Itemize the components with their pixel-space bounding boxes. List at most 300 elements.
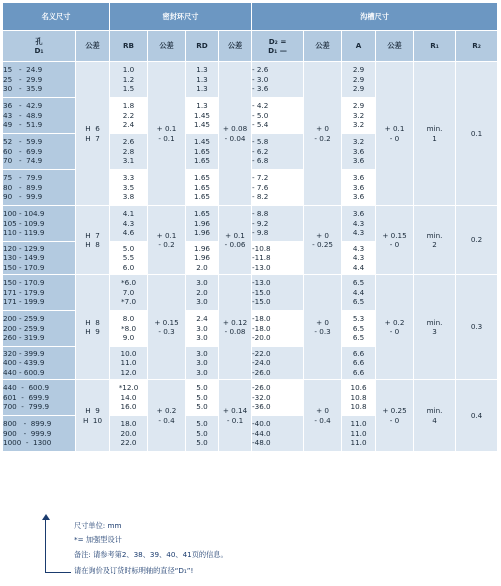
- rd-cell: [186, 98, 219, 134]
- d2-cell: [252, 242, 304, 275]
- r2-cell: 0.1: [456, 62, 498, 206]
- rd-cell: [186, 206, 219, 242]
- subheader-r2: R₂: [456, 31, 498, 62]
- rd-cell-line: 1.65: [194, 173, 211, 183]
- a-cell-line: 4.3: [352, 243, 365, 253]
- a-cell: [342, 311, 376, 347]
- table-row: [3, 62, 498, 98]
- a-tol-cell-line: + 0.1: [384, 124, 405, 133]
- rd-cell: [186, 170, 219, 206]
- d2-cell: [252, 134, 304, 170]
- d2-cell: [252, 275, 304, 311]
- rb-cell-line: 2.8: [122, 146, 135, 156]
- d2-cell-line: - 5.8: [252, 137, 269, 147]
- d2-cell-line: -10.8: [252, 243, 271, 253]
- note-remark: 备注: 请参考第2、38、39、40、41页的信息。: [74, 550, 228, 559]
- rb-cell: [110, 311, 148, 347]
- d2-tol-cell-line: + 0: [316, 124, 329, 133]
- a-cell: [342, 242, 376, 275]
- rd-tol-cell-line: + 0.12: [222, 317, 248, 327]
- d2-cell-line: -18.0: [252, 314, 271, 324]
- d2-cell-line: -11.8: [252, 253, 271, 263]
- rd-cell: [186, 416, 219, 452]
- a-cell-line: 5.3: [352, 314, 365, 324]
- r1-cell-line: 4: [432, 415, 437, 425]
- d2-cell: [252, 380, 304, 416]
- d2-cell-line: - 9.2: [252, 218, 269, 228]
- hole-range-cell-line: 100 - 104.9: [3, 209, 45, 219]
- hole-tol-cell-line: H 7: [85, 133, 100, 143]
- rd-cell-line: 1.65: [194, 156, 211, 166]
- d2-cell: [252, 62, 304, 98]
- d2-cell-line: -32.0: [252, 392, 271, 402]
- rd-cell-line: 5.0: [196, 392, 208, 402]
- rb-cell-line: 8.0: [122, 314, 135, 324]
- hole-tol-cell: [76, 206, 110, 275]
- a-cell-line: 3.6: [352, 209, 365, 219]
- hole-range-cell-line: 171 - 199.9: [3, 297, 45, 307]
- d2-cell: [252, 347, 304, 380]
- a-cell-line: 2.9: [352, 84, 365, 94]
- note-bracket-foot: [45, 572, 71, 573]
- a-cell-line: 4.3: [352, 228, 365, 238]
- a-cell: [342, 206, 376, 242]
- subheader-hole-tol: 公差: [76, 31, 110, 62]
- rb-cell: [110, 275, 148, 311]
- a-cell-line: 10.8: [350, 392, 367, 402]
- rd-cell-line: 1.65: [194, 182, 211, 192]
- subheader-hole: [3, 31, 76, 62]
- d2-cell-line: -48.0: [252, 438, 271, 448]
- d2-cell-line: - 4.2: [252, 101, 269, 111]
- rb-cell: [110, 347, 148, 380]
- rd-tol-cell-line: - 0.04: [224, 133, 246, 143]
- hole-tol-cell: [76, 275, 110, 380]
- hole-tol-cell-line: H 8: [85, 240, 100, 249]
- rb-cell-line: 11.0: [120, 358, 137, 368]
- rd-cell-line: 3.0: [196, 278, 208, 288]
- rb-cell: [110, 380, 148, 416]
- hole-range-cell-line: 70 - 74.9: [3, 156, 43, 166]
- rd-cell-line: 3.0: [196, 333, 208, 343]
- hole-range-cell: [3, 416, 76, 452]
- r1-cell-line: 1: [432, 133, 437, 143]
- a-tol-cell-line: - 0: [389, 240, 400, 249]
- rb-cell: [110, 206, 148, 242]
- d2-cell-line: - 5.0: [252, 110, 269, 120]
- a-tol-cell-line: - 0: [389, 133, 400, 143]
- rd-cell: [186, 275, 219, 311]
- rd-cell: [186, 380, 219, 416]
- rd-cell-line: 3.0: [196, 323, 208, 333]
- rb-cell: [110, 98, 148, 134]
- hole-range-cell-line: 15 - 24.9: [3, 65, 43, 75]
- a-cell: [342, 134, 376, 170]
- rb-cell-line: 4.1: [122, 209, 135, 219]
- a-tol-cell: [376, 206, 414, 275]
- a-tol-cell-line: + 0.25: [382, 406, 407, 415]
- d2-tol-cell-line: + 0: [316, 317, 329, 327]
- rd-cell-line: 1.3: [196, 65, 208, 75]
- rd-cell-line: 5.0: [196, 402, 208, 412]
- note-bracket-line: [45, 518, 46, 573]
- rd-cell-line: 2.4: [196, 314, 208, 324]
- rd-cell-line: 1.96: [194, 243, 211, 253]
- a-cell-line: 4.3: [352, 218, 365, 228]
- a-cell-line: 4.4: [352, 262, 365, 272]
- rb-cell-line: 9.0: [122, 333, 135, 343]
- hole-range-cell-line: 800 - 899.9: [3, 419, 52, 429]
- r1-cell: [414, 206, 456, 275]
- hole-range-cell-line: 440 - 600.9: [3, 367, 45, 377]
- rb-tol-cell: [148, 62, 186, 206]
- rd-cell: [186, 347, 219, 380]
- a-cell: [342, 347, 376, 380]
- hole-tol-cell-line: H 6: [85, 124, 100, 133]
- a-cell-line: 6.6: [352, 348, 365, 358]
- rd-cell: [186, 134, 219, 170]
- hole-range-cell: [3, 275, 76, 311]
- a-cell: [342, 98, 376, 134]
- rd-cell-line: 1.65: [194, 192, 211, 202]
- rb-cell-line: 3.3: [122, 173, 135, 183]
- rb-cell-line: 2.2: [122, 110, 135, 120]
- rd-cell-line: 1.65: [194, 146, 211, 156]
- a-cell-line: 2.9: [352, 74, 365, 84]
- a-tol-cell-line: - 0: [389, 415, 400, 425]
- rb-cell-line: 2.4: [122, 120, 135, 130]
- subheader-rd-tol: 公差: [219, 31, 252, 62]
- d2-cell-line: -36.0: [252, 402, 271, 412]
- hole-range-cell-line: 440 - 600.9: [3, 383, 50, 393]
- d2-cell: [252, 206, 304, 242]
- subheader-a-tol: 公差: [376, 31, 414, 62]
- table-row: [3, 380, 498, 416]
- rb-cell-line: 1.2: [122, 74, 135, 84]
- d2-cell-line: -15.0: [252, 297, 271, 307]
- r1-cell-line: min.: [426, 406, 443, 415]
- d2-cell-line: -20.0: [252, 333, 271, 343]
- rd-cell: [186, 311, 219, 347]
- rb-cell-line: 12.0: [120, 367, 137, 377]
- rd-tol-cell-line: - 0.06: [224, 240, 246, 249]
- a-cell-line: 6.5: [352, 278, 365, 288]
- rb-tol-cell-line: + 0.15: [154, 317, 179, 327]
- d2-cell-line: - 5.4: [252, 120, 269, 130]
- a-cell-line: 3.6: [352, 192, 365, 202]
- r1-cell: [414, 62, 456, 206]
- rb-cell-line: 3.8: [122, 192, 135, 202]
- rb-cell-line: 1.8: [122, 101, 135, 111]
- hole-range-cell-line: 400 - 439.9: [3, 358, 45, 368]
- r1-cell-line: 2: [432, 240, 437, 249]
- hole-range-cell-line: 700 - 799.9: [3, 402, 50, 412]
- hole-range-cell-line: 49 - 51.9: [3, 120, 43, 130]
- d2-cell-line: - 7.6: [252, 182, 269, 192]
- rd-cell-line: 5.0: [196, 428, 208, 438]
- hole-range-cell-line: 75 - 79.9: [3, 173, 43, 183]
- rb-cell: [110, 134, 148, 170]
- rb-cell-line: *12.0: [118, 383, 139, 393]
- a-tol-cell-line: + 0.2: [384, 317, 405, 327]
- d2-cell-line: -13.0: [252, 278, 271, 288]
- table-row: [3, 206, 498, 242]
- rb-tol-cell-line: - 0.4: [158, 415, 175, 425]
- hole-tol-cell: [76, 62, 110, 206]
- d2-cell-line: -40.0: [252, 419, 271, 429]
- rb-cell-line: 14.0: [120, 392, 137, 402]
- rb-cell-line: 16.0: [120, 402, 137, 412]
- rd-tol-cell-line: + 0.08: [222, 124, 248, 133]
- a-cell-line: 4.4: [352, 287, 365, 297]
- hole-tol-cell: [76, 380, 110, 452]
- hole-range-cell-line: 120 - 129.9: [3, 243, 45, 253]
- r1-cell: [414, 275, 456, 380]
- hole-range-cell-line: 150 - 170.9: [3, 278, 45, 288]
- r1-cell-line: min.: [426, 317, 443, 327]
- rd-cell-line: 1.45: [194, 110, 211, 120]
- hole-tol-cell-line: H 7: [85, 230, 100, 240]
- rb-cell-line: *6.0: [121, 278, 137, 288]
- rd-cell-line: 3.0: [196, 297, 208, 307]
- d2-tol-cell-line: + 0: [316, 230, 329, 240]
- a-cell-line: 11.0: [350, 419, 367, 429]
- rb-cell-line: *7.0: [121, 297, 137, 307]
- note-reinforced: *= 加强型设计: [74, 535, 122, 544]
- rb-tol-cell-line: - 0.1: [158, 133, 175, 143]
- hole-tol-cell-line: H 10: [82, 415, 103, 425]
- rb-cell-line: 5.5: [122, 253, 135, 263]
- rb-tol-cell-line: + 0.1: [156, 230, 177, 240]
- a-cell-line: 3.6: [352, 146, 365, 156]
- d2-cell: [252, 98, 304, 134]
- d2-cell-line: - 8.2: [252, 192, 269, 202]
- a-cell-line: 4.3: [352, 253, 365, 263]
- d2-cell: [252, 416, 304, 452]
- d2-tol-cell-line: - 0.3: [314, 327, 331, 336]
- rd-cell-line: 3.0: [196, 348, 208, 358]
- rb-tol-cell: [148, 275, 186, 380]
- rb-tol-cell-line: - 0.2: [158, 240, 175, 249]
- r1-cell-line: min.: [426, 124, 443, 133]
- rd-cell-line: 1.65: [194, 209, 211, 219]
- hole-range-cell-line: 90 - 99.9: [3, 192, 43, 202]
- hole-range-cell: [3, 380, 76, 416]
- rb-cell-line: 5.0: [122, 243, 135, 253]
- rb-cell-line: 6.0: [122, 262, 135, 272]
- d2-cell-line: - 2.6: [252, 65, 269, 75]
- hole-range-cell-line: 150 - 170.9: [3, 262, 45, 272]
- d2-cell-line: -22.0: [252, 348, 271, 358]
- rb-cell-line: 3.5: [122, 182, 135, 192]
- hole-range-cell-line: 105 - 109.9: [3, 218, 45, 228]
- subheader-rd: RD: [186, 31, 219, 62]
- header-nominal: 名义尺寸: [3, 3, 110, 31]
- rb-cell-line: 20.0: [120, 428, 137, 438]
- r1-cell-line: 3: [432, 327, 437, 336]
- header-row-1: [3, 3, 498, 31]
- hole-range-cell-line: 320 - 399.9: [3, 348, 45, 358]
- d2-cell-line: - 8.8: [252, 209, 269, 219]
- r2-cell: 0.2: [456, 206, 498, 275]
- note-order: 请在询价及订货时标明轴的直径“D₁”!: [74, 566, 194, 575]
- subheader-d2-line1: D₂ =: [268, 36, 287, 46]
- d2-tol-cell-line: - 0.2: [314, 133, 331, 143]
- hole-range-cell-line: 60 - 69.9: [3, 146, 43, 156]
- d2-cell-line: - 9.8: [252, 228, 269, 238]
- d2-cell-line: - 7.2: [252, 173, 269, 183]
- rd-tol-cell: [219, 275, 252, 380]
- a-tol-cell: [376, 275, 414, 380]
- rb-tol-cell: [148, 380, 186, 452]
- d2-tol-cell-line: - 0.4: [314, 415, 331, 425]
- a-tol-cell: [376, 62, 414, 206]
- d2-cell-line: - 3.6: [252, 84, 269, 94]
- a-cell: [342, 62, 376, 98]
- a-cell-line: 3.6: [352, 182, 365, 192]
- hole-range-cell: [3, 242, 76, 275]
- d2-cell-line: - 6.2: [252, 146, 269, 156]
- hole-range-cell: [3, 98, 76, 134]
- r1-cell: [414, 380, 456, 452]
- rd-cell-line: 2.0: [196, 287, 208, 297]
- rb-cell-line: 1.5: [122, 84, 135, 94]
- hole-tol-cell-line: H 9: [85, 327, 100, 336]
- rd-tol-cell: [219, 206, 252, 275]
- a-cell-line: 2.9: [352, 65, 365, 75]
- hole-range-cell-line: 36 - 42.9: [3, 101, 43, 111]
- d2-cell-line: -13.0: [252, 262, 271, 272]
- a-cell-line: 6.6: [352, 367, 365, 377]
- subheader-d2-line2: D₁ —: [268, 46, 287, 55]
- d2-tol-cell: [304, 275, 342, 380]
- a-cell: [342, 170, 376, 206]
- rd-cell-line: 1.3: [196, 84, 208, 94]
- a-cell-line: 6.6: [352, 358, 365, 368]
- hole-range-cell: [3, 206, 76, 242]
- r2-cell: 0.3: [456, 275, 498, 380]
- rb-cell-line: 18.0: [120, 419, 137, 429]
- note-unit: 尺寸单位: mm: [74, 521, 122, 530]
- hole-range-cell: [3, 311, 76, 347]
- hole-range-cell-line: 80 - 89.9: [3, 182, 43, 192]
- rd-cell-line: 5.0: [196, 438, 208, 448]
- a-cell-line: 3.6: [352, 173, 365, 183]
- a-cell-line: 3.2: [352, 120, 365, 130]
- hole-range-cell-line: 200 - 259.9: [3, 323, 45, 333]
- rd-tol-cell: [219, 380, 252, 452]
- rb-cell-line: 4.6: [122, 228, 135, 238]
- subheader-a: A: [342, 31, 376, 62]
- rd-tol-cell-line: - 0.08: [224, 327, 246, 336]
- hole-range-cell-line: 200 - 259.9: [3, 314, 45, 324]
- a-tol-cell-line: - 0: [389, 327, 400, 336]
- hole-range-cell: [3, 347, 76, 380]
- a-cell-line: 3.6: [352, 156, 365, 166]
- rd-cell-line: 1.45: [194, 137, 211, 147]
- rd-tol-cell-line: + 0.14: [222, 406, 248, 415]
- rb-cell-line: 7.0: [122, 287, 135, 297]
- a-cell-line: 11.0: [350, 428, 367, 438]
- header-groove: 沟槽尺寸: [252, 3, 498, 31]
- a-cell: [342, 275, 376, 311]
- rb-cell: [110, 62, 148, 98]
- hole-range-cell-line: 1000 - 1300: [3, 438, 52, 448]
- d2-cell-line: -26.0: [252, 383, 271, 393]
- a-tol-cell-line: + 0.15: [382, 230, 407, 240]
- hole-range-cell-line: 900 - 999.9: [3, 428, 52, 438]
- hole-range-cell: [3, 134, 76, 170]
- rb-cell-line: 22.0: [120, 438, 137, 448]
- rd-cell-line: 1.45: [194, 120, 211, 130]
- hole-tol-cell-line: H 8: [85, 317, 100, 327]
- a-cell-line: 11.0: [350, 438, 367, 448]
- hole-range-cell: [3, 62, 76, 98]
- d2-tol-cell-line: - 0.25: [312, 240, 333, 249]
- a-cell-line: 6.5: [352, 333, 365, 343]
- d2-cell-line: -15.0: [252, 287, 271, 297]
- rd-cell-line: 5.0: [196, 383, 208, 393]
- rd-cell-line: 1.96: [194, 253, 211, 263]
- arrow-up-icon: [42, 514, 50, 520]
- rd-cell-line: 3.0: [196, 367, 208, 377]
- d2-tol-cell: [304, 206, 342, 275]
- a-cell-line: 2.9: [352, 101, 365, 111]
- rd-tol-cell: [219, 62, 252, 206]
- rb-tol-cell: [148, 206, 186, 275]
- d2-cell-line: -44.0: [252, 428, 271, 438]
- hole-range-cell-line: 130 - 149.9: [3, 253, 45, 263]
- r1-cell-line: min.: [426, 230, 443, 240]
- rb-cell: [110, 242, 148, 275]
- rd-cell-line: 3.0: [196, 358, 208, 368]
- rd-cell: [186, 242, 219, 275]
- rb-tol-cell-line: + 0.1: [156, 124, 177, 133]
- rd-tol-cell-line: + 0.1: [225, 230, 245, 240]
- a-tol-cell: [376, 380, 414, 452]
- a-cell: [342, 416, 376, 452]
- subheader-hole-symbol: D₁: [34, 46, 44, 55]
- rd-cell-line: 1.96: [194, 218, 211, 228]
- hole-range-cell: [3, 170, 76, 206]
- a-cell: [342, 380, 376, 416]
- hole-range-cell-line: 52 - 59.9: [3, 137, 43, 147]
- rb-cell-line: 2.6: [122, 137, 135, 147]
- subheader-hole-label: 孔: [35, 36, 43, 46]
- rb-tol-cell-line: + 0.2: [156, 406, 177, 415]
- hole-tol-cell-line: H 9: [85, 406, 100, 415]
- rd-tol-cell-line: - 0.1: [226, 415, 244, 425]
- d2-cell: [252, 311, 304, 347]
- subheader-rb-tol: 公差: [148, 31, 186, 62]
- hole-range-cell-line: 110 - 119.9: [3, 228, 45, 238]
- hole-range-cell-line: 171 - 179.9: [3, 287, 45, 297]
- d2-tol-cell-line: + 0: [316, 406, 329, 415]
- seal-dimension-table: [2, 2, 498, 452]
- header-seal-ring: 密封环尺寸: [110, 3, 252, 31]
- subheader-d2-tol: 公差: [304, 31, 342, 62]
- hole-range-cell-line: 260 - 319.9: [3, 333, 45, 343]
- hole-range-cell-line: 601 - 699.9: [3, 392, 50, 402]
- a-cell-line: 3.2: [352, 137, 365, 147]
- a-cell-line: 10.8: [350, 402, 367, 412]
- a-cell-line: 6.5: [352, 323, 365, 333]
- hole-range-cell-line: 43 - 48.9: [3, 110, 43, 120]
- d2-cell-line: -18.0: [252, 323, 271, 333]
- rb-cell-line: 10.0: [120, 348, 137, 358]
- d2-cell: [252, 170, 304, 206]
- d2-cell-line: - 6.8: [252, 156, 269, 166]
